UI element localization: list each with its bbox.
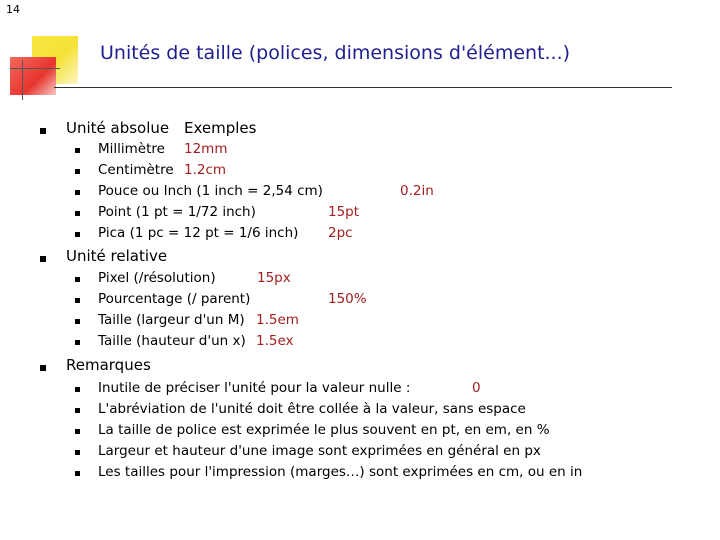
bullet-square-icon — [75, 319, 80, 324]
list-item-label: Pica (1 pc = 12 pt = 1/6 inch) — [98, 225, 299, 241]
bullet-square-icon — [75, 169, 80, 174]
list-item-example: 1.5ex — [256, 333, 294, 349]
list-item-label: Les tailles pour l'impression (marges…) sont exprimées en cm, ou en in — [98, 464, 583, 480]
list-item-label: Taille (largeur d'un M) — [98, 312, 245, 328]
list-item-example: 150% — [328, 291, 367, 307]
bullet-square-icon — [75, 190, 80, 195]
list-item-example: 0.2in — [400, 183, 434, 199]
list-item-label: Pixel (/résolution) — [98, 270, 216, 286]
bullet-square-icon — [75, 148, 80, 153]
list-item-label: Point (1 pt = 1/72 inch) — [98, 204, 256, 220]
section-heading-relative: Unité relative — [66, 247, 168, 265]
bullet-square-icon — [75, 471, 80, 476]
title-divider — [54, 87, 672, 88]
bullet-square-icon — [75, 429, 80, 434]
list-item-example: 15px — [257, 270, 291, 286]
bullet-square-icon — [75, 450, 80, 455]
bullet-square-icon — [75, 408, 80, 413]
list-item-label: Taille (hauteur d'un x) — [98, 333, 246, 349]
bullet-square-icon — [75, 387, 80, 392]
section-heading-remarks: Remarques — [66, 356, 151, 374]
list-item-label: L'abréviation de l'unité doit être collée à la valeur, sans espace — [98, 401, 526, 417]
list-item-label: Pourcentage (/ parent) — [98, 291, 251, 307]
list-item-label: Largeur et hauteur d'une image sont exprimées en général en px — [98, 443, 541, 459]
bullet-square-icon — [40, 256, 46, 262]
list-item-example: 0 — [472, 380, 481, 396]
bullet-square-icon — [75, 340, 80, 345]
list-item-example: 2pc — [328, 225, 353, 241]
list-item-example: 1.5em — [256, 312, 299, 328]
bullet-square-icon — [75, 211, 80, 216]
slide-title: Unités de taille (polices, dimensions d'élément...) — [100, 42, 571, 64]
title-decoration — [0, 0, 90, 100]
list-item-label: Inutile de préciser l'unité pour la valeur nulle : — [98, 380, 411, 396]
section-heading-absolute: Unité absolue — [66, 119, 170, 137]
list-item-example: 1.2cm — [184, 162, 227, 178]
list-item-label: Pouce ou Inch (1 inch = 2,54 cm) — [98, 183, 323, 199]
bullet-square-icon — [40, 128, 46, 134]
bullet-square-icon — [75, 277, 80, 282]
list-item-label: Centimètre — [98, 162, 174, 178]
bullet-square-icon — [75, 232, 80, 237]
bullet-square-icon — [75, 298, 80, 303]
bullet-square-icon — [40, 365, 46, 371]
list-item-label: Millimètre — [98, 141, 165, 157]
page-number: 14 — [6, 3, 20, 16]
list-item-example: 12mm — [184, 141, 228, 157]
section-heading-examples: Exemples — [184, 119, 257, 137]
list-item-example: 15pt — [328, 204, 360, 220]
list-item-label: La taille de police est exprimée le plus souvent en pt, en em, en % — [98, 422, 550, 438]
